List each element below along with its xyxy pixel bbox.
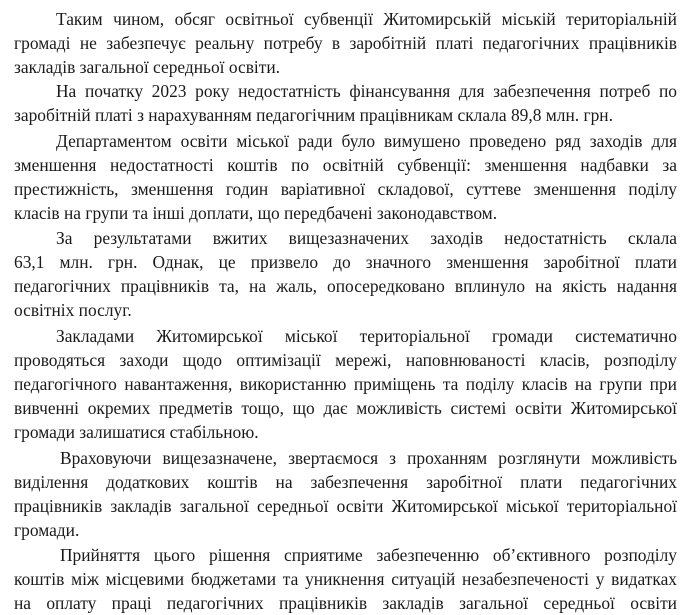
paragraph-4-line-2: 63,1 млн. грн. Однак, це призвело до значного зменшення заробітної плати — [14, 252, 677, 272]
paragraph-7-line-1: Прийняття цього рішення сприятиме забезпеченню об’єктивного розподілу — [60, 545, 677, 565]
paragraph-6-line-2: виділення додаткових коштів на забезпечення заробітної плати педагогічних — [14, 472, 677, 492]
paragraph-1-line-1: Таким чином, обсяг освітньої субвенції Житомирській міській територіальній — [56, 9, 677, 29]
paragraph-2-line-2: заробітній платі з нарахуванням педагогічним працівникам склала 89,8 млн. грн. — [14, 105, 613, 125]
paragraph-3-line-2: зменшення недостатності коштів по освітній субвенції: зменшення надбавки за — [14, 155, 677, 175]
paragraph-6-line-1: Враховуючи вищезазначене, звертаємося з проханням розглянути можливість — [60, 448, 677, 468]
paragraph-4-line-1: За результатами вжитих вищезазначених заходів недостатність склала — [56, 228, 677, 248]
paragraph-7-line-3: на оплату праці педагогічних працівників закладів загальної середньої освіти — [14, 593, 677, 613]
paragraph-5-line-4: вивченні окремих предметів тощо, що дає можливість системі освіти Житомирської — [14, 398, 677, 418]
paragraph-4-line-4: освітніх послуг. — [14, 300, 132, 320]
paragraph-3-line-3: престижність, зменшення годин варіативної складової, суттеве зменшення поділу — [14, 179, 677, 199]
paragraph-3-line-4: класів на групи та інші доплати, що передбачені законодавством. — [14, 203, 498, 223]
paragraph-3-line-1: Департаментом освіти міської ради було вимушено проведено ряд заходів для — [56, 131, 677, 151]
paragraph-2-line-1: На початку 2023 року недостатність фінансування для забезпечення потреб по — [56, 81, 677, 101]
paragraph-5-line-2: проводяться заходи щодо оптимізації мережі, наповнюваності класів, розподілу — [14, 350, 677, 370]
paragraph-5-line-3: педагогічного навантаження, використанню приміщень та поділу класів на групи при — [14, 374, 677, 394]
paragraph-5-line-1: Закладами Житомирської міської територіальної громади систематично — [56, 326, 677, 346]
paragraph-6-line-4: громади. — [14, 520, 80, 540]
paragraph-1-line-2: громаді не забезпечує реальну потребу в заробітній платі педагогічних працівників — [14, 33, 677, 53]
paragraph-6-line-3: працівників закладів загальної середньої освіти Житомирської міської територіальної — [14, 496, 677, 516]
paragraph-4-line-3: педагогічних працівників та, на жаль, опосередковано вплинуло на якість надання — [14, 276, 677, 296]
paragraph-5-line-5: громади залишатися стабільною. — [14, 422, 259, 442]
paragraph-1-line-3: закладів загальної середньої освіти. — [14, 57, 280, 77]
paragraph-7-line-2: коштів між місцевими бюджетами та уникнення ситуацій незабезпеченості у видатках — [14, 569, 677, 589]
